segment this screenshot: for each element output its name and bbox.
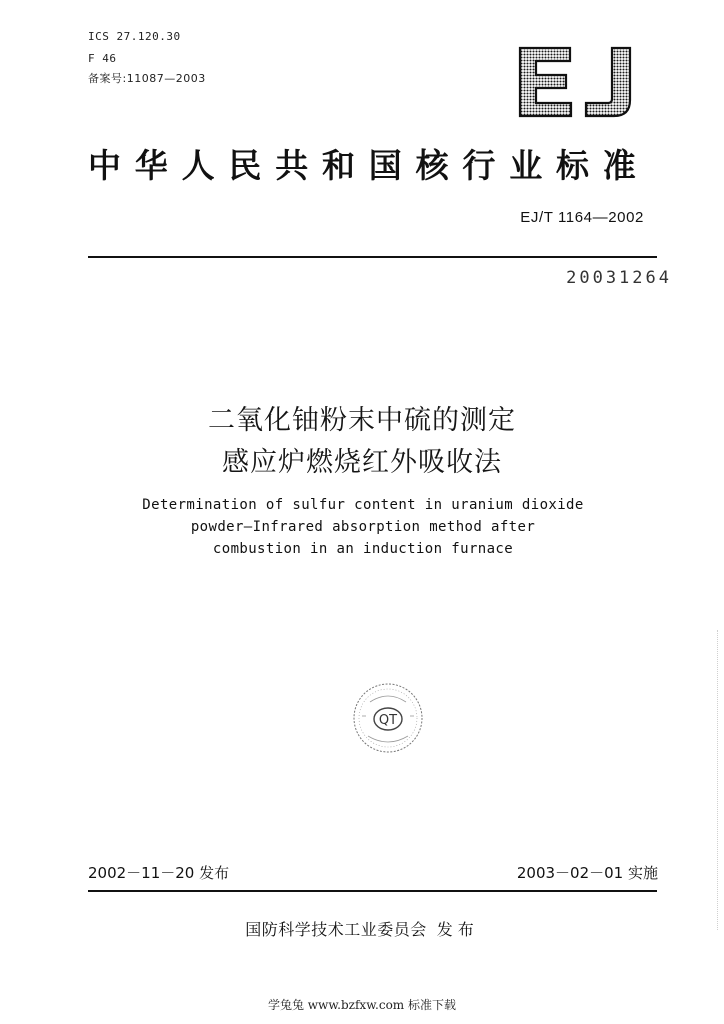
- document-title-cn-line2: 感应炉燃烧红外吸收法: [222, 447, 502, 478]
- implement-date: 2003－02－01 实施: [516, 864, 658, 882]
- document-title-en-line3: combustion in an induction furnace: [212, 541, 514, 557]
- logo-letter-e: [520, 48, 571, 116]
- archive-number: 20031264: [566, 268, 672, 288]
- ics-code: ICS 27.120.30: [88, 30, 181, 43]
- issuer-verb: 发布: [436, 920, 479, 939]
- document-title-cn-line1: 二氧化铀粉末中硫的测定: [208, 405, 516, 436]
- document-title-en-line1: Determination of sulfur content in uranium dioxide: [142, 497, 584, 513]
- issuer-line: [0, 917, 724, 940]
- logo-text: EJ: [576, 118, 577, 119]
- issuer-name: 国防科学技术工业委员会: [245, 920, 427, 939]
- scan-edge-artifact: [716, 630, 718, 930]
- ccs-code: F 46: [88, 52, 117, 65]
- qt-seal-stamp: [350, 680, 426, 756]
- standard-category-title: 中华人民共和国核行业标准: [88, 146, 650, 185]
- standard-number: EJ/T 1164—2002: [520, 209, 644, 226]
- header-divider: [88, 256, 657, 258]
- footer-divider: [88, 890, 657, 892]
- document-title-en-line2: powder—Infrared absorption method after: [190, 519, 536, 535]
- ej-logo: [514, 44, 638, 120]
- seal-center-text: QT: [378, 713, 398, 728]
- filing-number: 备案号:11087—2003: [88, 72, 206, 85]
- watermark-footer: 学兔兔 www.bzfxw.com 标准下载: [267, 998, 457, 1012]
- publish-date: 2002－11－20 发布: [88, 864, 230, 882]
- logo-letter-j: [586, 48, 630, 116]
